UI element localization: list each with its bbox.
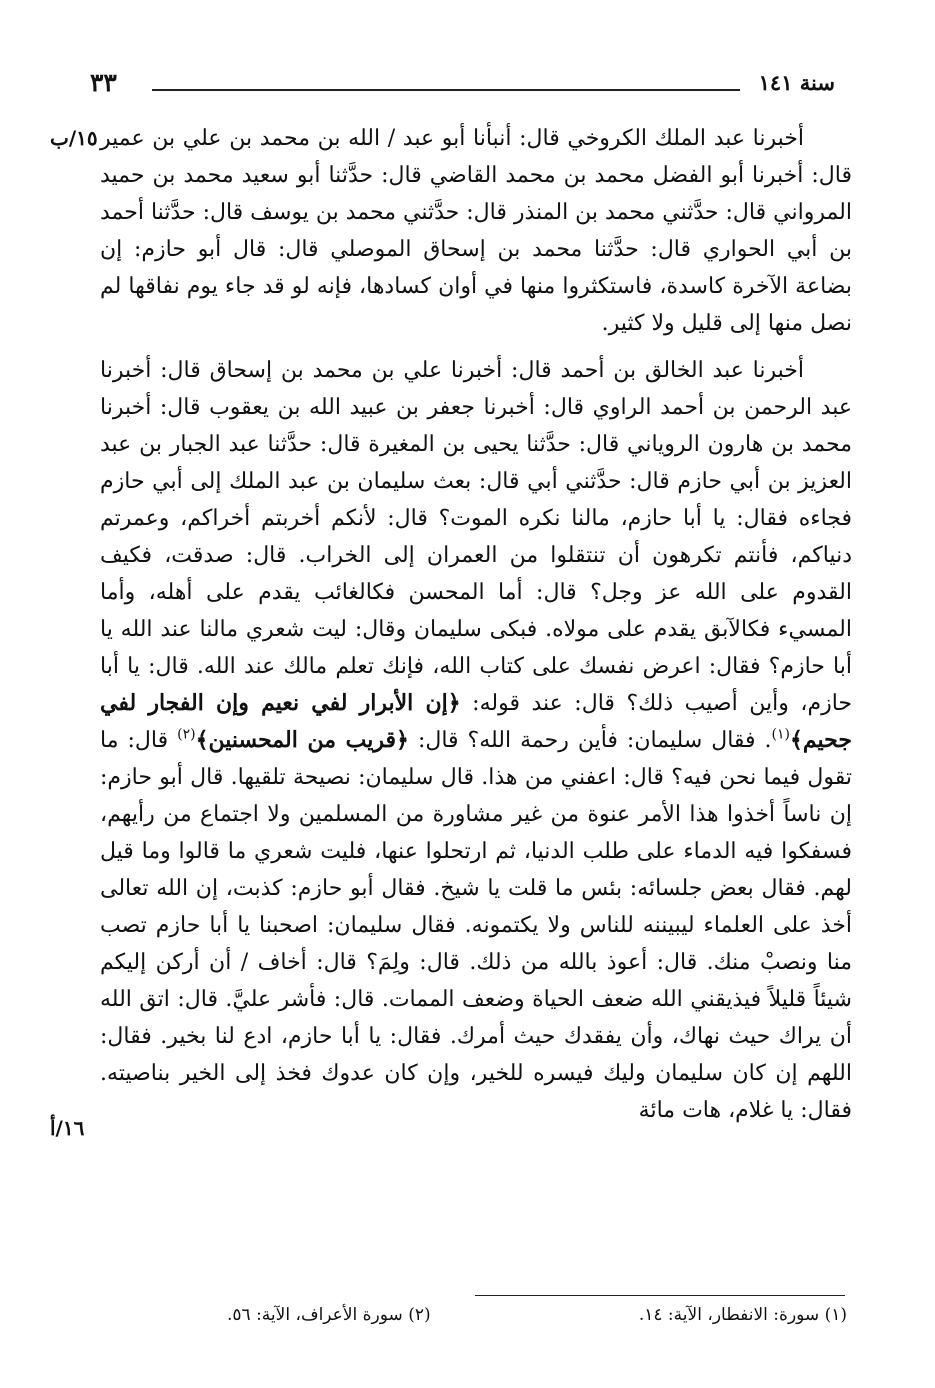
quran-verse-2: ﴿قريب من المحسنين﴾ xyxy=(195,727,409,753)
footnotes xyxy=(227,1305,847,1335)
paragraph-2-part-3: قال: ما تقول فيما نحن فيه؟ قال: اعفني من هذا. قال سليمان: نصيحة تلقيها. قال أبو حازم: إن ناساً أخذوا هذا الأمر عنوة من غير مشاورة من المسلمين ولا اجتماع من رأيهم، فسفكوا فيه الدماء على طلب الدنيا، ثم ارتحلوا عنها، فليت شعري ما قالوا وما قيل لهم. فقال بعض جلسائه: بئس ما قلت يا شيخ. فقال أبو حازم: كذبت، إن الله تعالى أخذ على العلماء ليبيننه للناس ولا يكتمونه. فقال سليمان: اصحبنا يا أبا حازم تصب منا ونصبْ منك. قال: أعوذ بالله من ذلك. قال: ولِمَ؟ قال: أخاف / أن أركن إليكم شيئاً قليلاً فيذيقني الله ضعف الحياة وضعف الممات. قال: فأشر عليَّ. قال: اتق الله أن يراك حيث نهاك، وأن يفقدك حيث أمرك. فقال: يا أبا حازم، ادع لنا بخير. فقال: اللهم إن كان سليمان وليك فيسره للخير، وإن كان عدوك فخذ إلى الخير بناصيته. فقال: يا غلام، هات مائة xyxy=(100,728,852,1123)
margin-folio-15b: ١٥/ب xyxy=(50,126,98,150)
quran-verse-1: ﴿إن الأبرار لفي نعيم وإن الفجار لفي جحيم﴾ xyxy=(100,690,852,753)
footnote-2: (٢) سورة الأعراف، الآية: ٥٦. xyxy=(227,1305,431,1325)
page-header xyxy=(90,68,835,102)
footnote-ref-2: (٢) xyxy=(177,726,196,743)
paragraph-2-part-1: أخبرنا عبد الخالق بن أحمد قال: أخبرنا علي بن محمد بن إسحاق قال: أخبرنا عبد الرحمن بن أحمد الراوي قال: أخبرنا جعفر بن عبيد الله بن يعقوب قال: أخبرنا محمد بن هارون الروياني قال: حدَّثنا يحيى بن المغيرة قال: حدَّثنا عبد الجبار بن عبد العزيز بن أبي حازم قال: حدَّثني أبي قال: بعث سليمان بن عبد الملك إلى أبي حازم فجاءه فقال: يا أبا حازم، مالنا نكره الموت؟ قال: لأنكم أخربتم أخراكم، وعمرتم دنياكم، فأنتم تكرهون أن تنتقلوا من العمران إلى الخراب. قال: صدقت، فكيف القدوم على الله عز وجل؟ قال: أما المحسن فكالغائب يقدم على أهله، وأما المسيء فكالآبق يقدم على مولاه. فبكى سليمان وقال: ليت شعري مالنا عند الله يا أبا حازم؟ فقال: اعرض نفسك على كتاب الله، فإنك تعلم مالك عند الله. قال: يا أبا حازم، وأين أصيب ذلك؟ قال: عند قوله: xyxy=(100,358,853,716)
paragraph-2-part-2: . فقال سليمان: فأين رحمة الله؟ قال: xyxy=(417,728,772,753)
footnote-1: (١) سورة: الانفطار، الآية: ١٤. xyxy=(638,1305,847,1325)
paragraph-2 xyxy=(100,352,852,1129)
footnote-rule xyxy=(475,1295,845,1296)
page-number: ٣٣ xyxy=(90,68,117,97)
running-head: سنة ١٤١ xyxy=(758,70,835,95)
paragraph-1: أخبرنا عبد الملك الكروخي قال: أنبأنا أبو عبد / الله بن محمد بن علي بن عمير قال: أخبرنا أبو الفضل محمد بن محمد القاضي قال: حدَّثنا أبو سعيد محمد بن حميد المرواني قال: حدَّثني محمد بن المنذر قال: حدَّثني محمد بن يوسف قال: حدَّثنا أحمد بن أبي الحواري قال: حدَّثنا محمد بن إسحاق الموصلي قال: قال أبو حازم: إن بضاعة الآخرة كاسدة، فاستكثروا منها في أوان كسادها، فإنه لو قد جاء يوم نفاقها لم نصل منها إلى قليل ولا كثير. xyxy=(100,126,852,336)
footnote-ref-1: (١) xyxy=(771,726,791,743)
header-rule xyxy=(152,89,740,91)
main-text xyxy=(100,120,852,1129)
margin-folio-16a: ١٦/أ xyxy=(50,1116,85,1140)
